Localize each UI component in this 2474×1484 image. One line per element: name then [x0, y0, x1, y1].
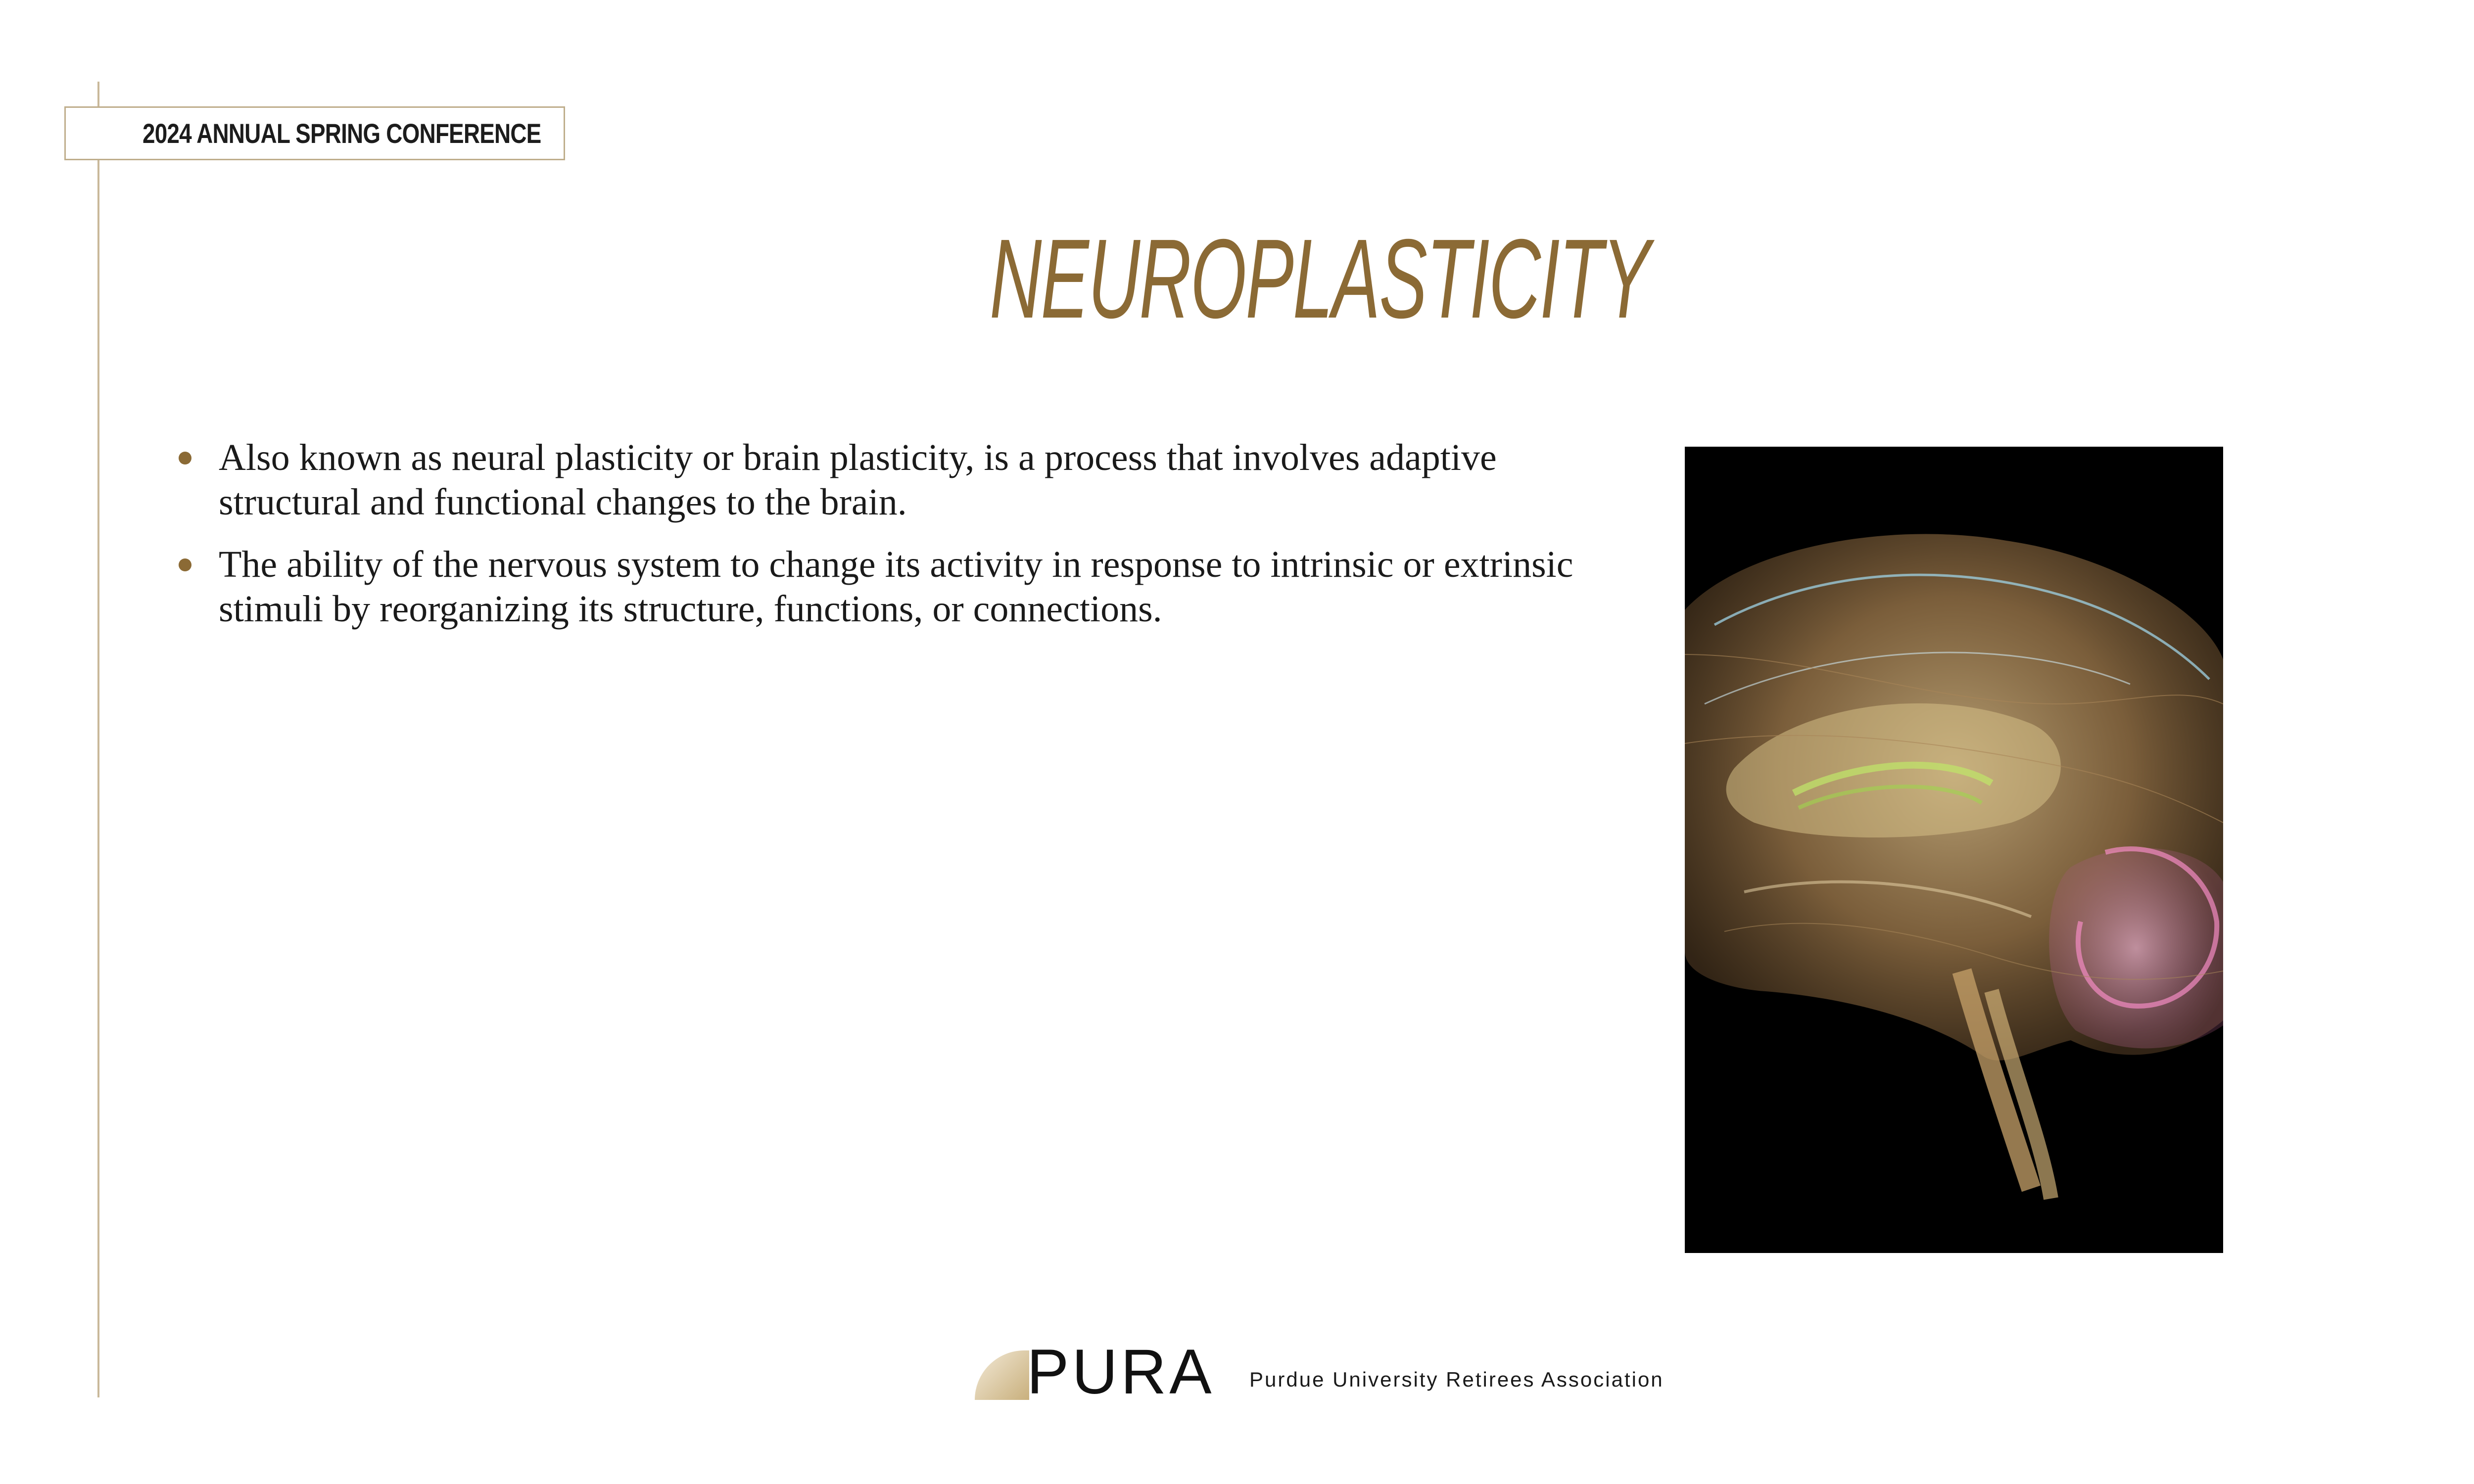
- bullet-item: [173, 542, 1608, 631]
- slide-title: NEUROPLASTICITY: [990, 216, 1650, 342]
- bullet-list: [173, 435, 1608, 649]
- bullet-dot-icon: [179, 452, 191, 464]
- brain-image: [1685, 447, 2223, 1253]
- conference-label-box: [64, 106, 565, 160]
- title-wrap: [0, 216, 2474, 342]
- pura-logo: [975, 1337, 1692, 1407]
- bullet-text: The ability of the nervous system to change its activity in response to intrinsic or extrinsic stimuli by reorganizing its structure, functions, or connections.: [219, 544, 1573, 630]
- bullet-item: [173, 435, 1608, 524]
- bullet-text: Also known as neural plasticity or brain plasticity, is a process that involves adaptive structural and functional changes to the brain.: [219, 437, 1497, 523]
- pura-logo-tagline: Purdue University Retirees Association: [1249, 1368, 1664, 1391]
- pura-logo-mark-icon: [975, 1350, 1029, 1400]
- pura-logo-word: PURA: [1027, 1337, 1215, 1407]
- bullet-dot-icon: [179, 558, 191, 571]
- conference-label: 2024 ANNUAL SPRING CONFERENCE: [143, 118, 541, 149]
